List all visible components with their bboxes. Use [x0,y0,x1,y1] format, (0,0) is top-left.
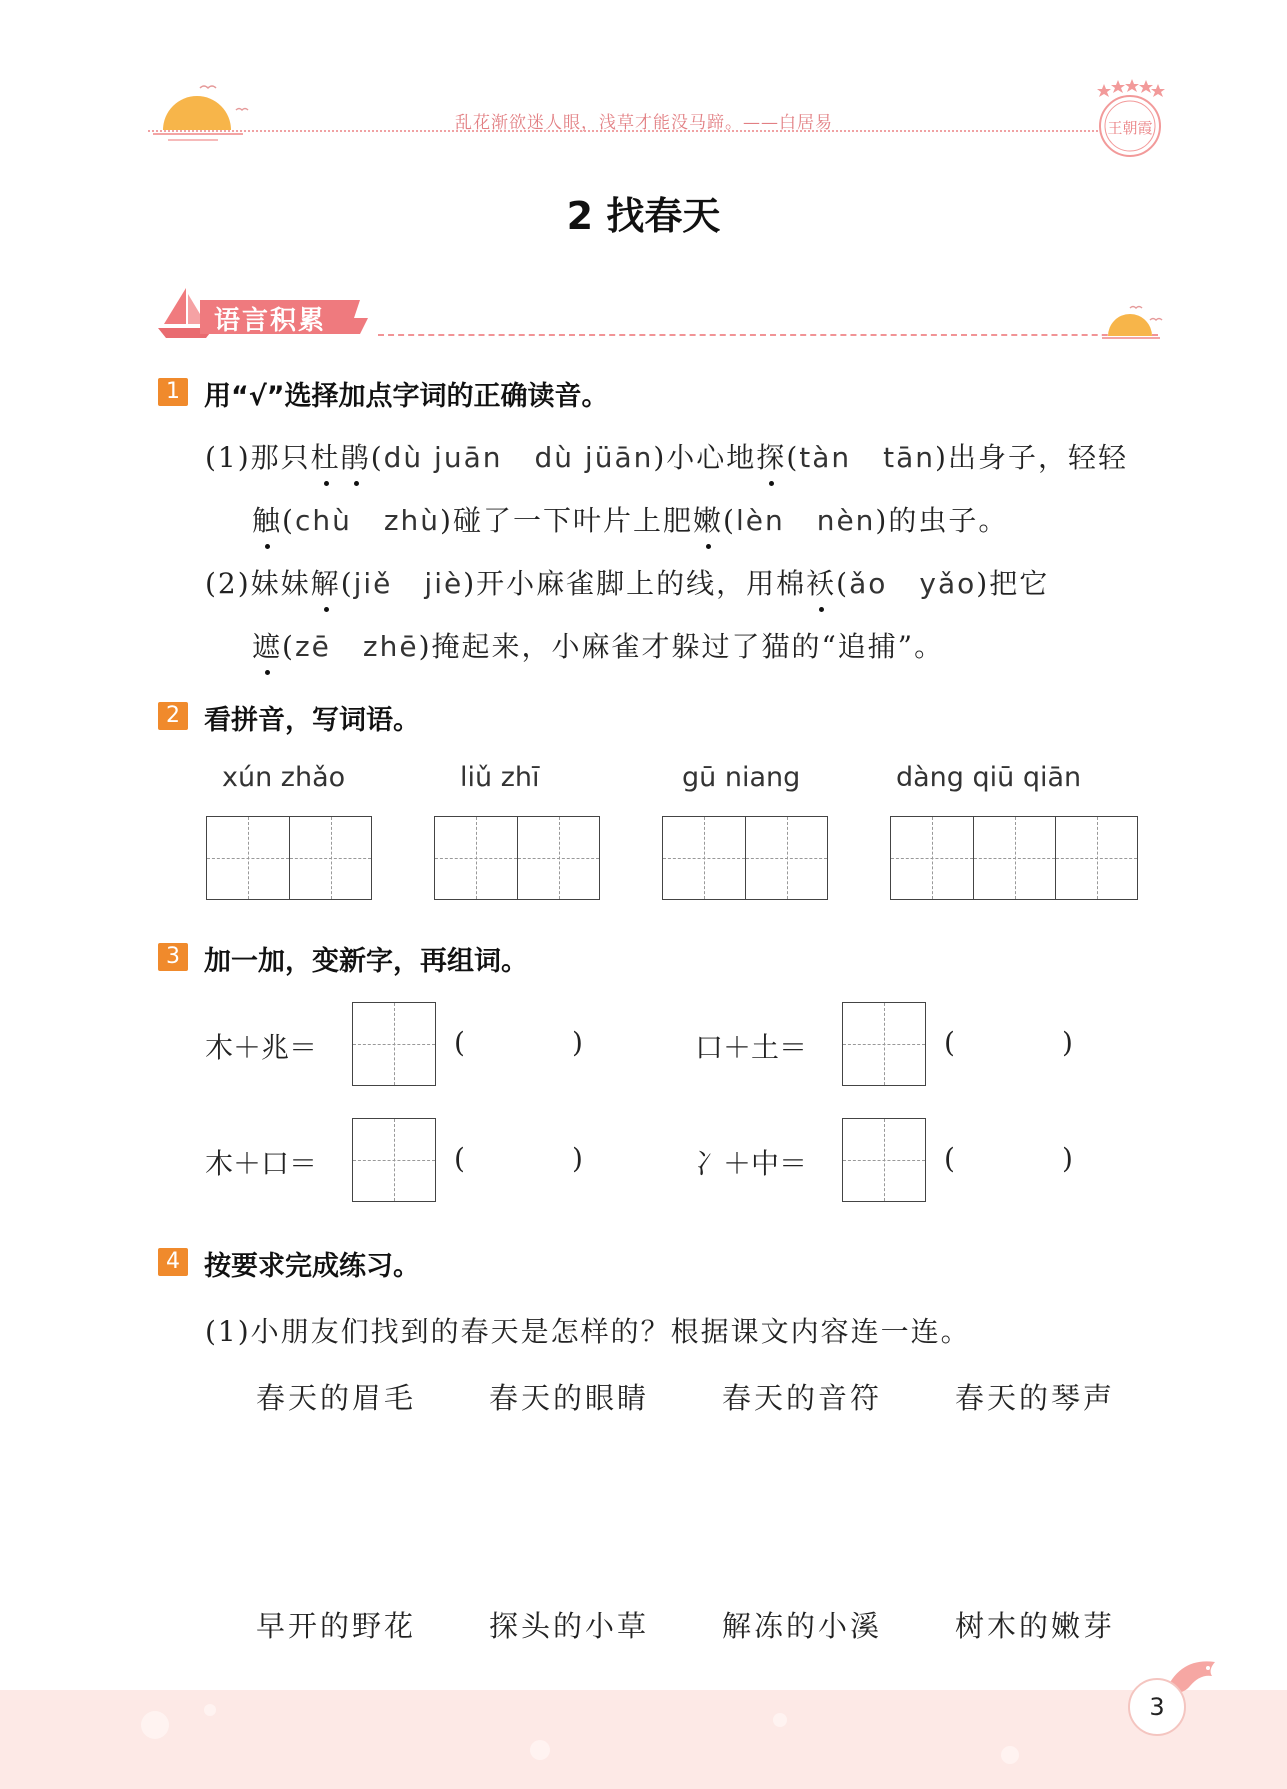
pinyin-option[interactable]: lèn [735,504,785,537]
paren-open: ( [454,1142,465,1175]
sunset-icon [148,80,258,150]
dotted-char: 杜 [311,436,341,476]
bubbles-decoration [0,1690,1287,1789]
dotted-char: 探 [756,436,786,476]
page-number: 3 [1128,1678,1186,1736]
small-sunset-icon [1100,300,1170,350]
match-item-bottom[interactable]: 早开的野花 [256,1609,417,1643]
pinyin-option[interactable]: tàn [799,441,852,474]
pinyin-label: xún zhǎo [222,762,346,793]
paren-open: ( [454,1026,465,1059]
header-quote: 乱花渐欲迷人眼，浅草才能没马蹄。——白居易 [455,113,833,133]
pinyin-option[interactable]: jiě [353,567,393,600]
writing-grid[interactable] [890,816,1138,900]
char-box[interactable] [352,1002,436,1086]
paren-open: ( [944,1026,955,1059]
match-item-bottom[interactable]: 解冻的小溪 [722,1609,883,1643]
match-item-bottom[interactable]: 树木的嫩芽 [955,1609,1116,1643]
equation: 木＋口＝ [205,1147,318,1180]
match-item-top[interactable]: 春天的眼睛 [489,1381,650,1415]
q4-number: 4 [158,1248,188,1276]
section-divider [378,334,1158,336]
pinyin-option[interactable]: dù jüān [534,441,654,474]
char-box[interactable] [842,1002,926,1086]
paren-close: ) [572,1142,583,1175]
section-label: 语言积累 [214,306,327,336]
dotted-char: 嫩 [693,499,723,539]
dotted-char: 遮 [252,625,282,665]
brand-stamp [1090,78,1170,164]
pinyin-option[interactable]: zhù [383,504,441,537]
pinyin-option[interactable]: chù [294,504,352,537]
match-item-top[interactable]: 春天的音符 [722,1381,883,1415]
pinyin-label: gū niang [682,762,801,793]
paren-open: ( [944,1142,955,1175]
q2-number: 2 [158,702,188,730]
pinyin-option[interactable]: yǎo [919,567,977,600]
match-item-bottom[interactable]: 探头的小草 [489,1609,650,1643]
q1-line3: (2)妹妹解(jiě jiè)开小麻雀脚上的线，用棉袄(ǎo yǎo)把它 [205,562,1049,602]
pinyin-option[interactable]: jiè [424,567,464,600]
q4-sub1: (1)小朋友们找到的春天是怎样的？根据课文内容连一连。 [205,1315,971,1348]
pinyin-option[interactable]: zē [294,630,331,663]
pinyin-option[interactable]: nèn [816,504,876,537]
header-divider [148,130,1098,132]
pinyin-option[interactable]: dù juān [383,441,503,474]
pinyin-label: dàng qiū qiān [896,762,1082,793]
q1-line1: (1)那只杜鹃(dù juān dù jüān)小心地探(tàn tān)出身子，轻轻 [205,436,1128,476]
q1-line2: 触(chù zhù)碰了一下叶片上肥嫩(lèn nèn)的虫子。 [252,499,1008,539]
q3-number: 3 [158,943,188,971]
q4-prompt: 按要求完成练习。 [204,1251,420,1282]
pinyin-option[interactable]: ǎo [849,567,888,600]
paren-close: ) [1062,1142,1073,1175]
q3-prompt: 加一加，变新字，再组词。 [204,946,528,977]
pinyin-label: liǔ zhī [460,762,540,793]
page-title: 2 找春天 [566,194,721,238]
dotted-char: 触 [252,499,282,539]
paren-close: ) [572,1026,583,1059]
dotted-char: 解 [311,562,341,602]
equation: 口＋土＝ [695,1031,808,1064]
char-box[interactable] [352,1118,436,1202]
stamp-text: 王朝霞 [1107,119,1153,137]
writing-grid[interactable] [206,816,372,900]
q1-prompt: 用“√”选择加点字词的正确读音。 [204,381,609,412]
q2-prompt: 看拼音，写词语。 [204,705,420,736]
dotted-char: 袄 [806,562,836,602]
writing-grid[interactable] [662,816,828,900]
dotted-char: 鹃 [341,436,371,476]
match-item-top[interactable]: 春天的眉毛 [256,1381,417,1415]
equation: 冫＋中＝ [695,1147,808,1180]
q1-line4: 遮(zē zhē)掩起来，小麻雀才躲过了猫的“追捕”。 [252,625,944,665]
writing-grid[interactable] [434,816,600,900]
paren-close: ) [1062,1026,1073,1059]
pinyin-option[interactable]: zhē [362,630,419,663]
match-item-top[interactable]: 春天的琴声 [955,1381,1116,1415]
q1-number: 1 [158,378,188,406]
equation: 木＋兆＝ [205,1031,318,1064]
char-box[interactable] [842,1118,926,1202]
pinyin-option[interactable]: tān [883,441,936,474]
